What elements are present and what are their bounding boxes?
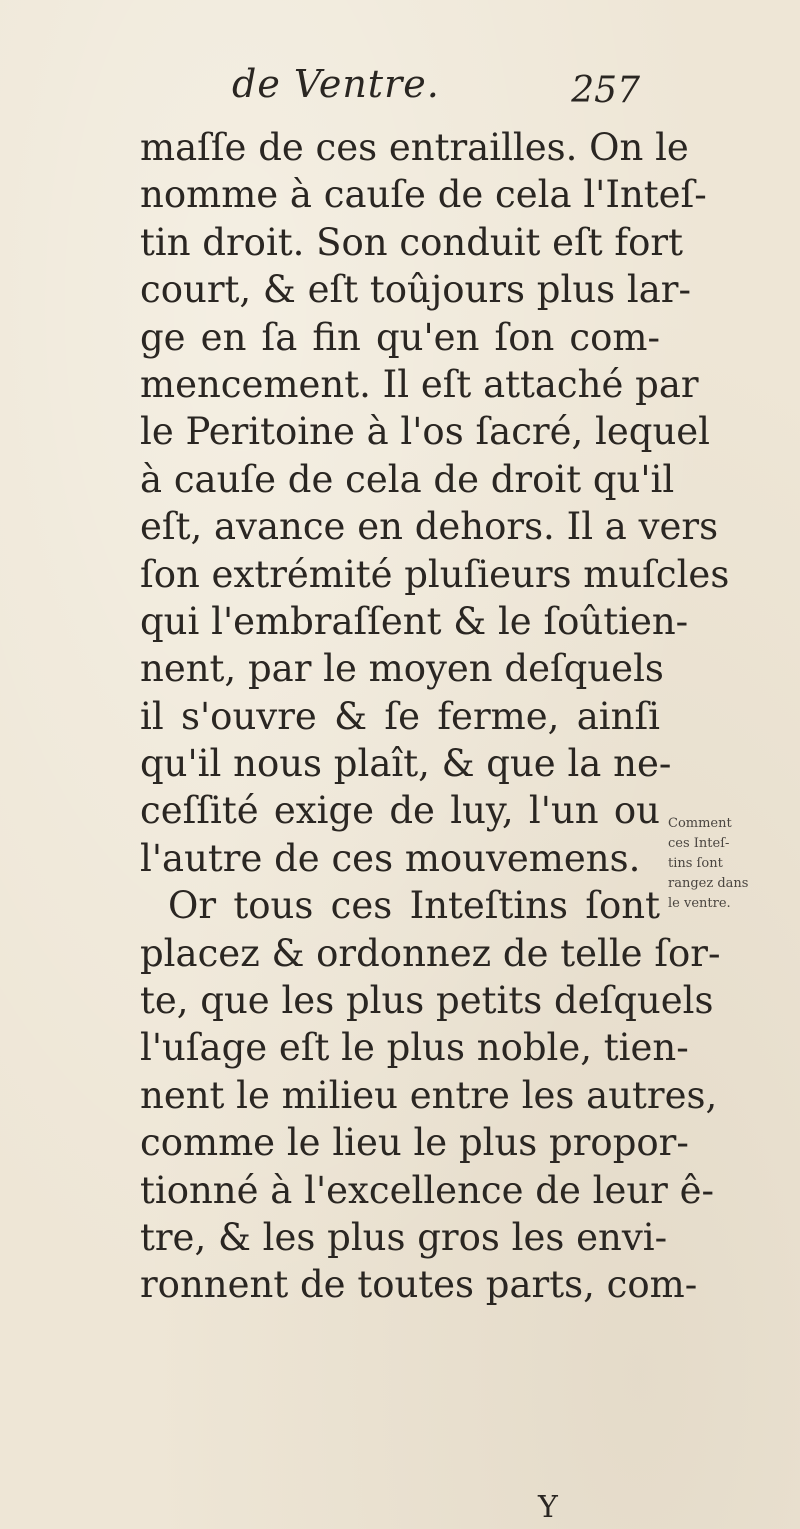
page-number: 257 [571, 70, 640, 111]
text-line: nent le milieu entre les autres, [140, 1073, 718, 1117]
margin-note-line: le ventre. [668, 896, 731, 911]
margin-note [668, 814, 778, 914]
text-line: eſt, avance en dehors. Il a vers [140, 505, 719, 549]
text-line: nomme à cauſe de cela l'Inteſ- [140, 173, 707, 217]
text-line: à cauſe de cela de droit qu'il [140, 457, 675, 501]
text-line: ſon extrémité pluſieurs muſcles [140, 552, 730, 596]
margin-note-line: rangez dans [668, 876, 749, 891]
text-line: ge en ſa fin qu'en ſon com- [140, 315, 660, 359]
text-line: tionné à l'excellence de leur ê- [140, 1168, 715, 1212]
text-line: il s'ouvre & ſe ferme, ainſi [140, 694, 660, 738]
text-line: placez & ordonnez de telle ſor- [140, 931, 721, 975]
text-line: le Peritoine à l'os ſacré, lequel [140, 410, 711, 454]
text-line: tin droit. Son conduit eſt fort [140, 220, 683, 264]
text-line: tre, & les plus gros les envi- [140, 1215, 668, 1259]
text-line: te, que les plus petits deſquels [140, 979, 714, 1023]
margin-note-line: tins ſont [668, 856, 723, 871]
text-line: nent, par le moyen deſquels [140, 647, 664, 691]
text-line: ceſſité exige de luy, l'un ou [140, 789, 660, 833]
margin-note-line: ces Inteſ- [668, 836, 730, 851]
margin-note-line: Comment [668, 816, 732, 831]
text-line: court, & eſt toûjours plus lar- [140, 268, 691, 312]
text-line: Or tous ces Inteſtins ſont [168, 884, 660, 928]
text-line: maſſe de ces entrailles. On le [140, 126, 689, 169]
catchword: Y [538, 1490, 558, 1525]
text-line: ronnent de toutes parts, com- [140, 1263, 698, 1307]
text-line: l'autre de ces mouvemens. [140, 836, 641, 880]
running-title: de Ventre. [232, 62, 440, 106]
text-line: mencement. Il eſt attaché par [140, 362, 699, 406]
text-line: qui l'embraſſent & le ſoûtien- [140, 599, 689, 643]
text-line: qu'il nous plaît, & que la ne- [140, 742, 672, 786]
page-header [180, 62, 640, 112]
text-line: comme le lieu le plus propor- [140, 1121, 689, 1165]
text-line: l'uſage eſt le plus noble, tien- [140, 1026, 689, 1070]
